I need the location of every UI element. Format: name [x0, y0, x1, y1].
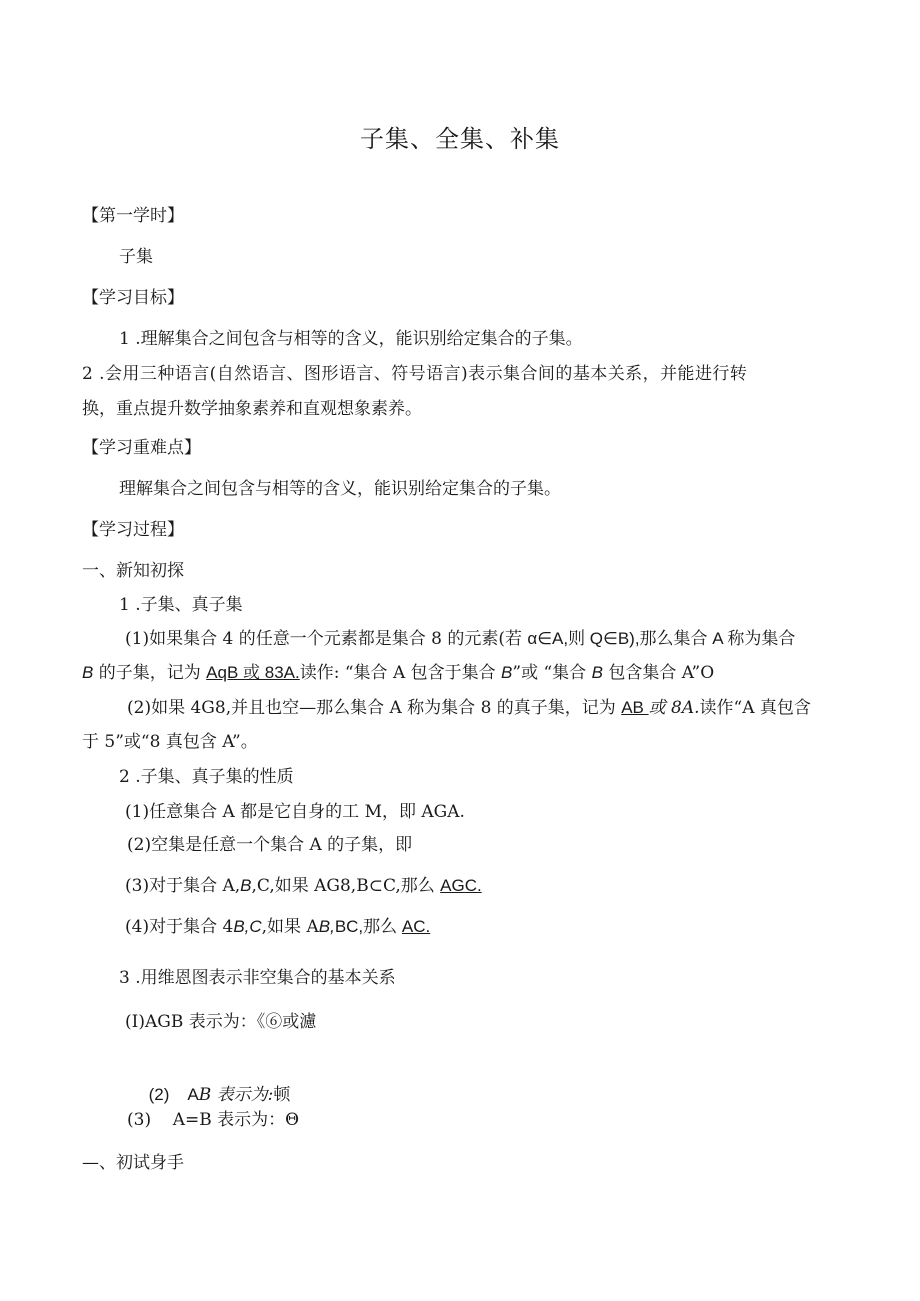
keypoint-text: 理解集合之间包含与相等的含义，能识别给定集合的子集。: [119, 479, 561, 499]
text-run: 的子集，记为: [93, 663, 207, 683]
text-run: B: [501, 663, 513, 682]
proper-subset-line-2: 于 5”或“8 真包含 A”。: [82, 732, 258, 752]
answer-blank: AC.: [401, 917, 431, 936]
text-run: (1)如果集合 4 的任意一个元素都是集合 8 的元素(若: [125, 629, 528, 649]
text-run: B,C: [233, 917, 262, 936]
property-1: (1)任意集合 A 都是它自身的工 M，即 AGA.: [125, 802, 465, 822]
text-run: 顿: [273, 1085, 291, 1105]
point-3-title: 3 .用维恩图表示非空集合的基本关系: [119, 968, 396, 988]
objective-1: 1 .理解集合之间包含与相等的含义，能识别给定集合的子集。: [119, 329, 583, 349]
text-run: ,C,如果 AG8,B⊂C,那么: [251, 876, 441, 896]
text-run: (4)对于集合 4: [125, 917, 234, 937]
text-run: 读作“A 真包含: [699, 698, 811, 718]
section-keypoints: 【学习重难点】: [82, 438, 201, 458]
venn-relation-3: (3) A=B 表示为：Θ: [127, 1110, 300, 1130]
answer-blank: AGC.: [440, 876, 482, 895]
point-1-title: 1 .子集、真子集: [119, 595, 243, 615]
text-run: 读作: “集合 A 包含于集合: [299, 663, 502, 683]
proper-subset-notation: AB: [621, 698, 649, 717]
text-run: Q∈B),那么集合 A 称为集合: [589, 629, 796, 648]
text-run: 包含集合 A”O: [602, 663, 715, 683]
property-2: (2)空集是任意一个集合 A 的子集，即: [127, 835, 413, 855]
document-title: 子集、全集、补集: [360, 125, 560, 153]
venn-relation-1: (I)AGB 表示为：《⑥或濾: [125, 1012, 317, 1032]
section-lesson-1: 【第一学时】: [82, 206, 184, 226]
objective-2-line-2: 换，重点提升数学抽象素养和直观想象素养。: [82, 399, 422, 419]
point-2-title: 2 .子集、真子集的性质: [119, 767, 294, 787]
property-3: [125, 874, 482, 898]
text-run: α∈A,则: [527, 629, 590, 648]
text-run: BC,那么: [334, 917, 402, 936]
part-1-heading: 一、新知初探: [82, 561, 184, 581]
subset-notation: AqB 或 83A.: [206, 663, 300, 682]
text-run: B 表示为:: [198, 1085, 274, 1105]
text-run: B: [240, 876, 252, 895]
subset-definition-line-2: [82, 661, 714, 685]
topic-label: 子集: [119, 247, 153, 267]
property-4: [125, 915, 430, 939]
objective-2-line-1: 2 .会用三种语言(自然语言、图形语言、符号语言)表示集合间的基本关系，并能进行转: [82, 364, 748, 384]
text-run: (2) A: [148, 1085, 199, 1104]
text-run: ”或 “集合: [512, 663, 592, 683]
proper-subset-line-1: [127, 696, 811, 720]
text-run: B,: [318, 917, 335, 936]
text-run: B: [591, 663, 603, 682]
section-process: 【学习过程】: [82, 520, 184, 540]
text-run: ,如果 A: [261, 917, 319, 937]
text-run: (3)对于集合 A,: [125, 876, 241, 896]
part-2-heading: —、初试身手: [82, 1153, 184, 1173]
text-run: 或 8A.: [648, 698, 700, 718]
text-run: (2)如果 4G8,并且也空—那么集合 A 称为集合 8 的真子集，记为: [127, 698, 622, 718]
subset-definition-line-1: [125, 627, 795, 651]
text-run: B: [82, 663, 94, 682]
section-objectives: 【学习目标】: [82, 288, 184, 308]
